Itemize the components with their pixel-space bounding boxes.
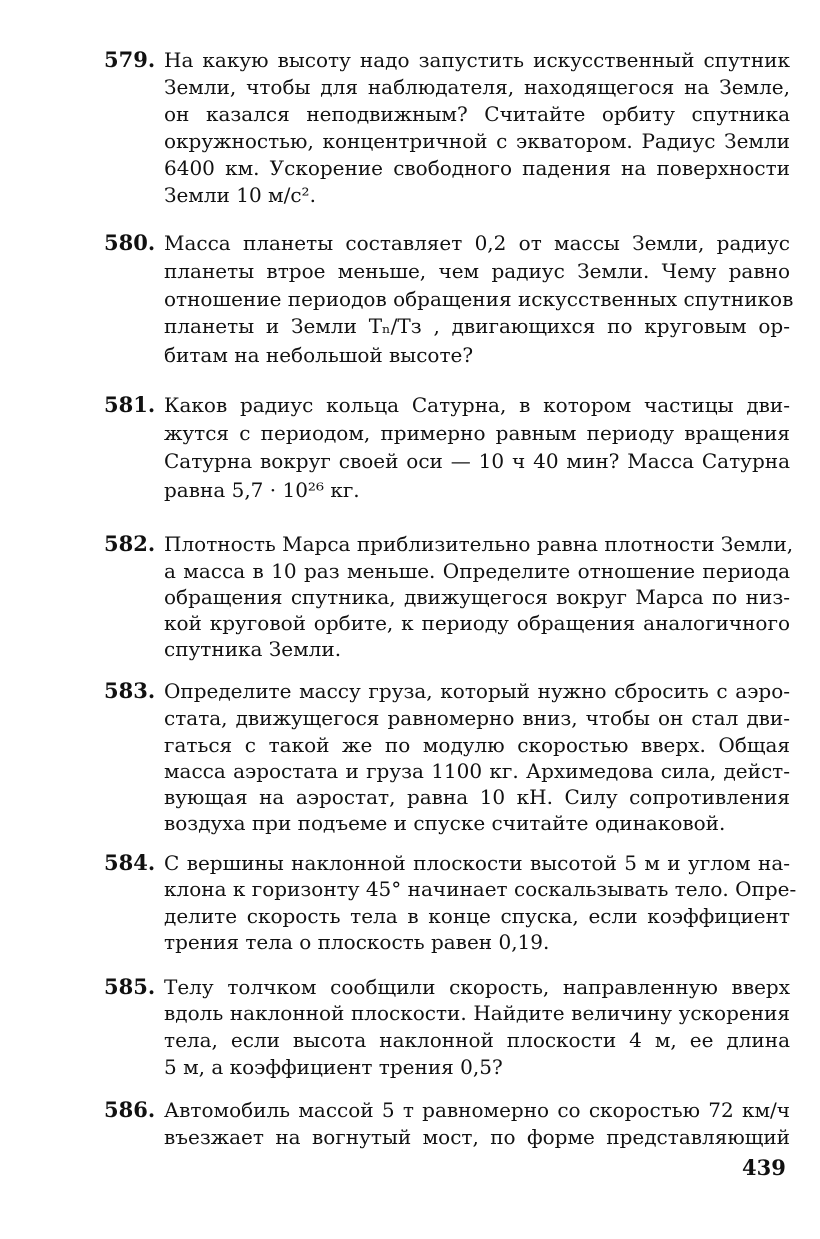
problem-line: С вершины наклонной плоскости высотой 5 м и углом на- <box>164 851 790 875</box>
problem-line: делите скорость тела в конце спуска, если коэффициент <box>164 904 790 928</box>
problem-line: 5 м, а коэффициент трения 0,5? <box>164 1055 503 1079</box>
problem-line: Плотность Марса приблизительно равна плотности Земли, <box>164 532 794 556</box>
problem-line: отношение периодов обращения искусственных спутников <box>164 287 794 311</box>
problem-line: окружностью, концентричной с экватором. Радиус Земли <box>164 129 790 153</box>
problem-line: равна 5,7 · 10²⁶ кг. <box>164 478 360 502</box>
problem-line: Земли, чтобы для наблюдателя, находящегося на Земле, <box>164 75 790 99</box>
problem-line: клона к горизонту 45° начинает соскальзывать тело. Опре- <box>164 877 797 901</box>
problem-line: жутся с периодом, примерно равным периоду вращения <box>164 421 790 445</box>
problem-line: воздуха при подъеме и спуске считайте одинаковой. <box>164 811 726 835</box>
problem-number: 585. <box>104 974 156 999</box>
problem-number: 579. <box>104 47 156 72</box>
problem-line: Автомобиль массой 5 т равномерно со скоростью 72 км/ч <box>164 1098 790 1122</box>
problem-line: планеты и Земли Tₙ/Tз , двигающихся по круговым ор- <box>164 314 790 338</box>
problem-line: битам на небольшой высоте? <box>164 343 474 367</box>
problem-line: 6400 км. Ускорение свободного падения на поверхности <box>164 156 790 180</box>
problem-line: обращения спутника, движущегося вокруг Марса по низ- <box>164 585 790 609</box>
problem-line: гаться с такой же по модулю скоростью вверх. Общая <box>164 733 790 757</box>
problem-line: Земли 10 м/с². <box>164 183 316 207</box>
problem-number: 582. <box>104 531 156 556</box>
problem-line: Телу толчком сообщили скорость, направленную вверх <box>164 975 790 999</box>
problem-line: спутника Земли. <box>164 637 342 661</box>
problem-line: а масса в 10 раз меньше. Определите отношение периода <box>164 559 790 583</box>
problem-line: тела, если высота наклонной плоскости 4 м, ее длина <box>164 1028 790 1052</box>
problem-number: 586. <box>104 1097 156 1122</box>
problem-line: вдоль наклонной плоскости. Найдите величину ускорения <box>164 1001 790 1025</box>
problem-number: 583. <box>104 678 156 703</box>
problem-line: Каков радиус кольца Сатурна, в котором частицы дви- <box>164 393 790 417</box>
problem-number: 580. <box>104 230 156 255</box>
problem-line: кой круговой орбите, к периоду обращения аналогичного <box>164 611 790 635</box>
problem-line: масса аэростата и груза 1100 кг. Архимедова сила, дейст- <box>164 759 790 783</box>
problem-line: На какую высоту надо запустить искусственный спутник <box>164 48 790 72</box>
problem-line: трения тела о плоскость равен 0,19. <box>164 930 550 954</box>
problem-line: он казался неподвижным? Считайте орбиту спутника <box>164 102 790 126</box>
problem-line: планеты втрое меньше, чем радиус Земли. Чему равно <box>164 259 790 283</box>
problem-line: вующая на аэростат, равна 10 кН. Силу сопротивления <box>164 785 790 809</box>
problem-number: 584. <box>104 850 156 875</box>
problem-line: стата, движущегося равномерно вниз, чтобы он стал дви- <box>164 706 790 730</box>
problem-line: въезжает на вогнутый мост, по форме представляющий <box>164 1125 790 1149</box>
problem-line: Определите массу груза, который нужно сбросить с аэро- <box>164 679 790 703</box>
problem-line: Масса планеты составляет 0,2 от массы Земли, радиус <box>164 231 790 255</box>
page-number: 439 <box>742 1155 786 1180</box>
problem-number: 581. <box>104 392 156 417</box>
problem-line: Сатурна вокруг своей оси — 10 ч 40 мин? Масса Сатурна <box>164 449 790 473</box>
